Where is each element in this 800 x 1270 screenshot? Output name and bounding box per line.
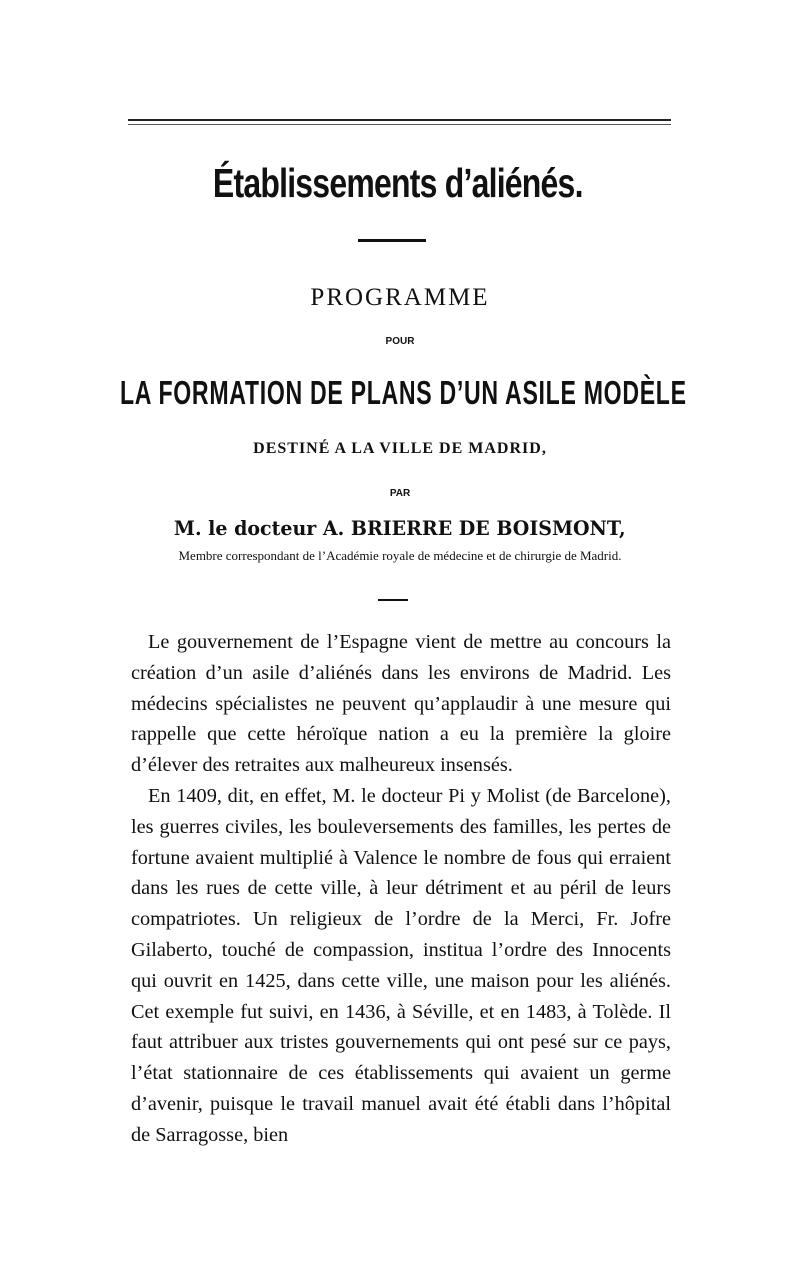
programme-heading: PROGRAMME — [310, 284, 490, 311]
destine-line: DESTINÉ A LA VILLE DE MADRID, — [253, 440, 547, 457]
section-divider — [378, 599, 408, 601]
pour-label: POUR — [385, 336, 415, 347]
title-divider — [358, 239, 426, 242]
formation-heading: LA FORMATION DE PLANS D’UN ASILE MODÈLE — [120, 374, 687, 411]
author-affiliation: Membre correspondant de l’Académie royale de médecine et de chirurgie de Madrid. — [178, 548, 622, 563]
top-double-rule-thin — [128, 124, 671, 125]
par-label: PAR — [389, 488, 411, 499]
paragraph: En 1409, dit, en effet, M. le docteur Pi y Molist (de Barcelone), les guerres civiles, les bouleversements des familles, les pertes de fortune avaient multiplié à Valence le nombre de fous qui erraient dans les rues de cette ville, à leur détriment et au péril de leurs compatriotes. Un religieux de l’ordre de la Merci, Fr. Jofre Gilaberto, touché de compassion, institua l’ordre des Innocents qui ouvrit en 1425, dans cette ville, une maison pour les aliénés. Cet exemple fut suivi, en 1436, à Séville, et en 1483, à Tolède. Il faut attribuer aux tristes gouvernements qui ont pesé sur ce pays, l’état stationnaire de ces établissements qui avaient un germe d’avenir, puisque le travail manuel avait été établi dans l’hôpital de Sarragosse, bien — [131, 784, 671, 1146]
author-line: M. le docteur A. BRIERRE DE BOISMONT, — [173, 516, 626, 540]
top-double-rule — [128, 119, 671, 121]
paragraph: Le gouvernement de l’Espagne vient de mettre au concours la création d’un asile d’aliénés dans les environs de Madrid. Les médecins spécialistes ne peuvent qu’applaudir à une mesure qui rappelle que cette héroïque nation a eu la première la gloire d’élever des retraites aux malheureux insensés. — [131, 631, 671, 777]
body-text — [131, 627, 671, 1151]
page-title: Établissements d’aliénés. — [212, 160, 583, 206]
